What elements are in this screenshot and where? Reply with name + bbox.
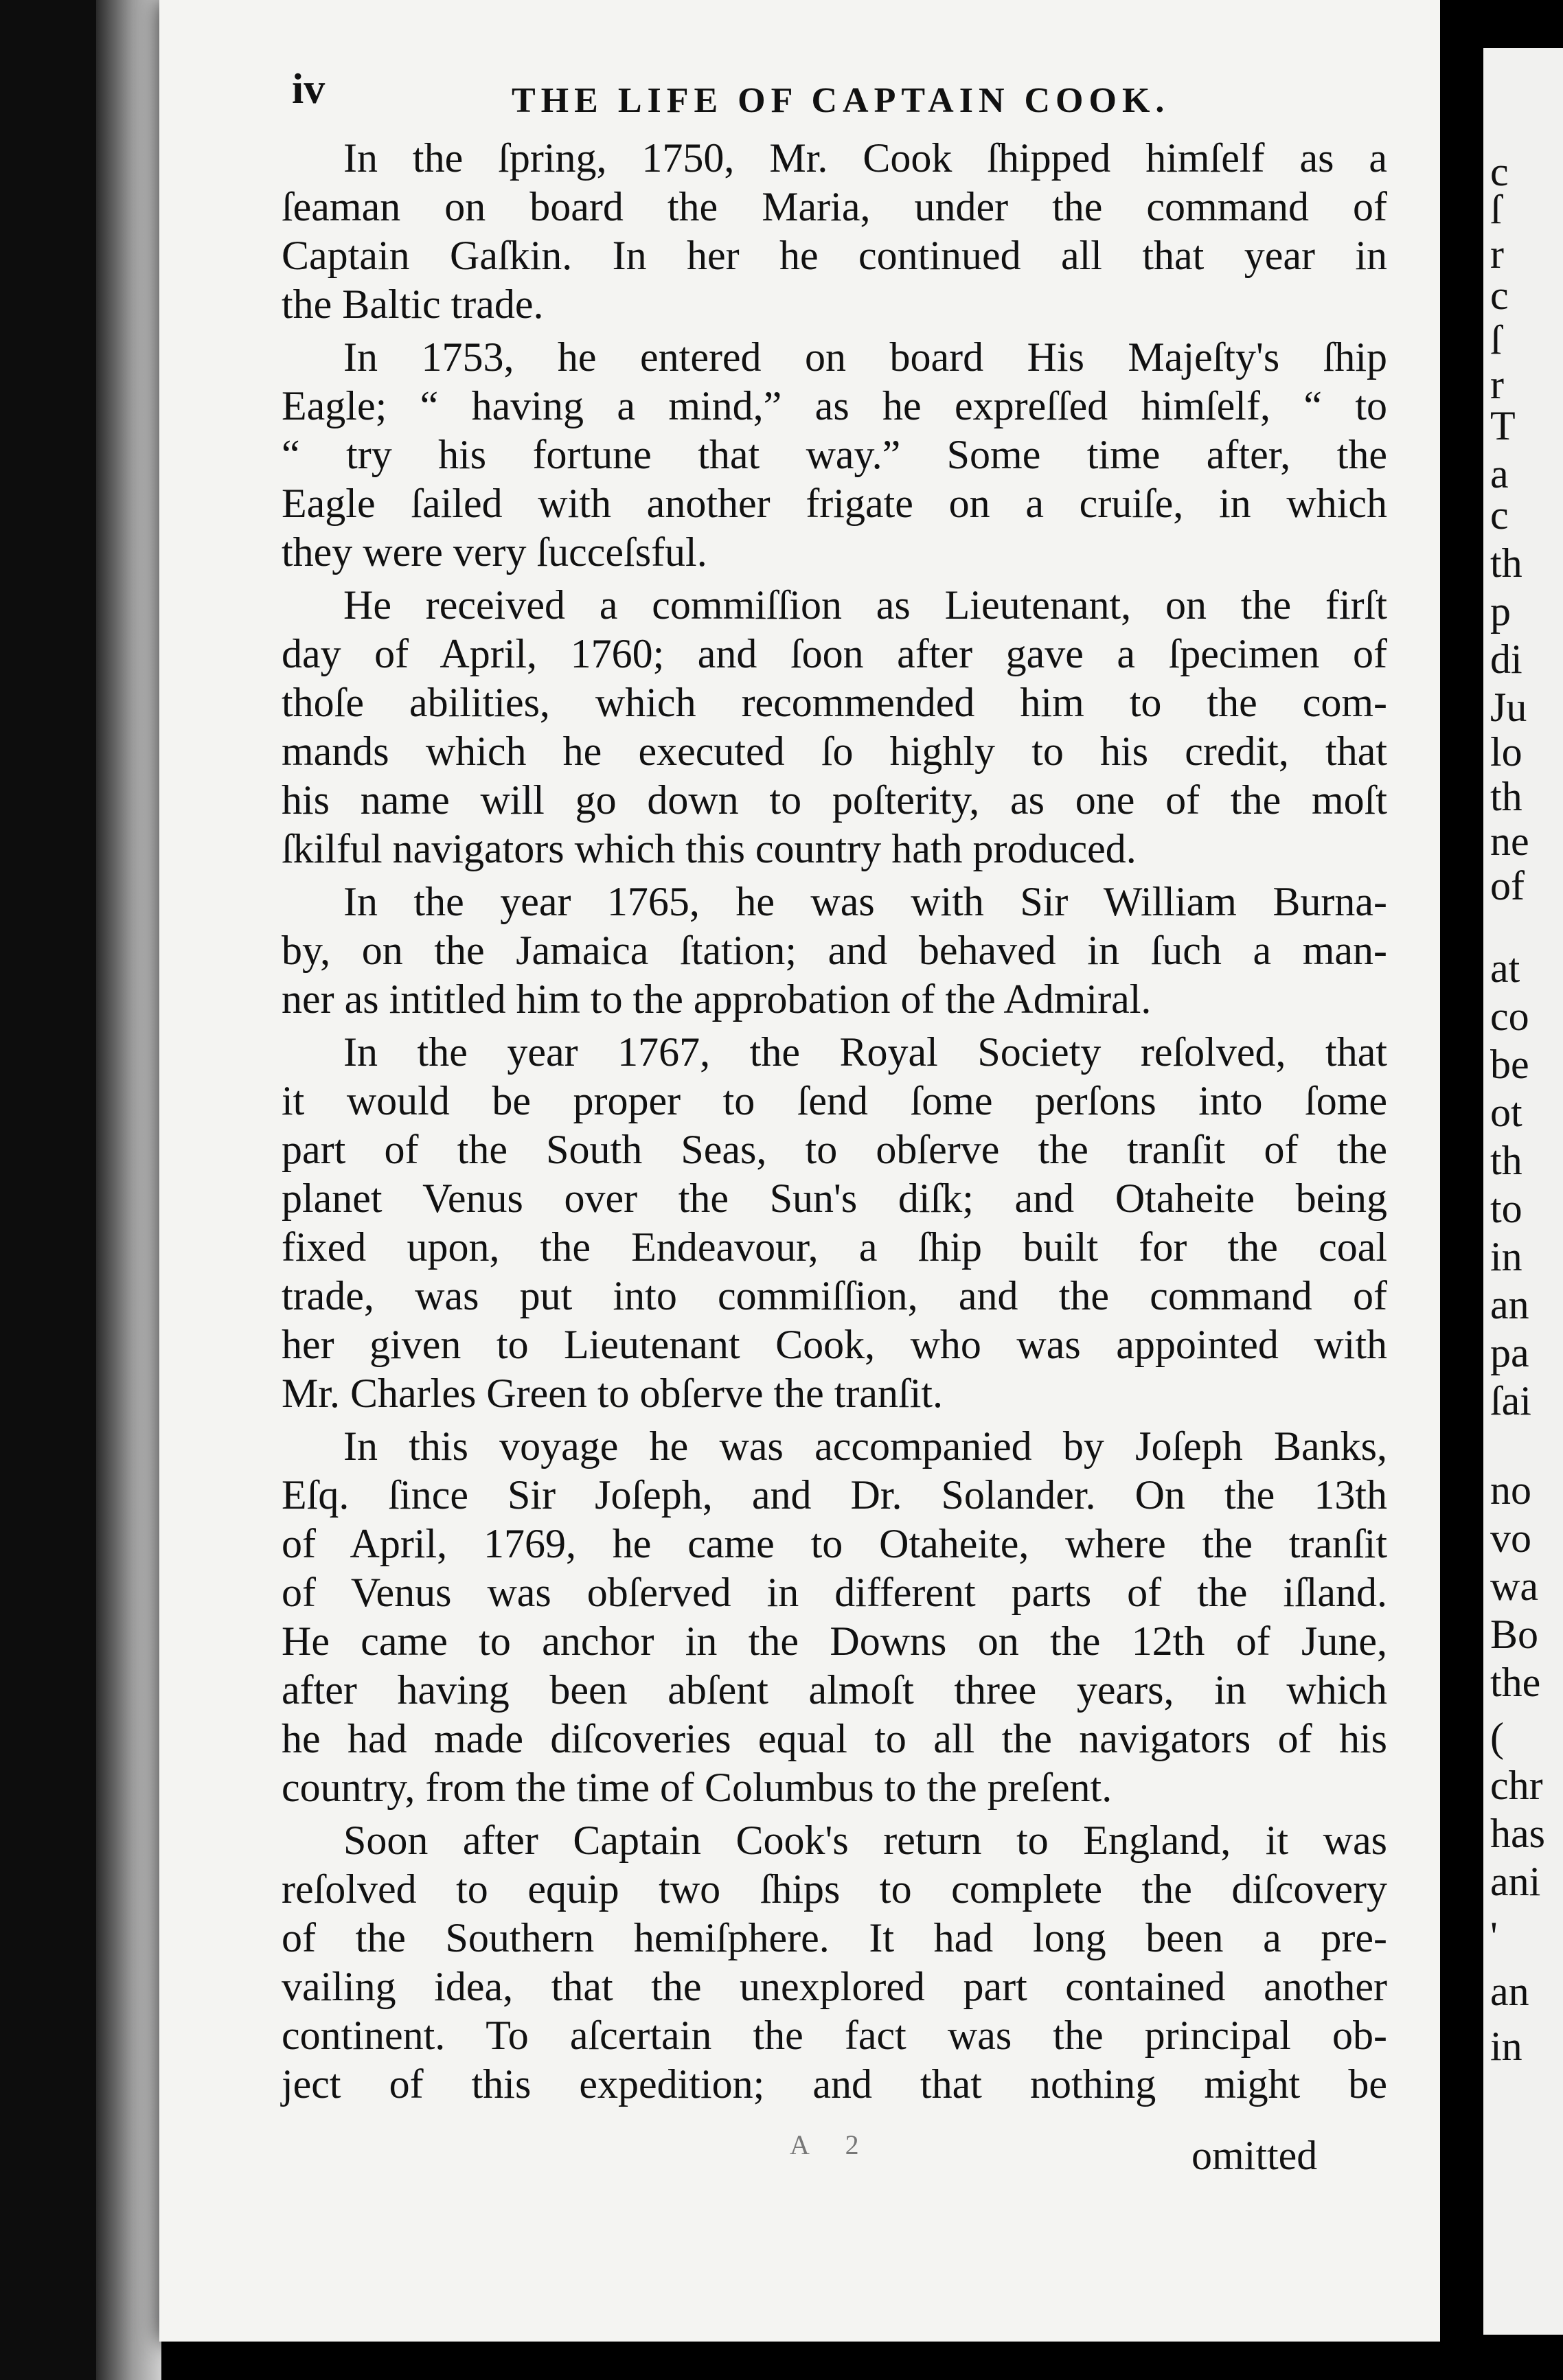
paragraph: [282, 581, 1387, 873]
facing-page-text-fragment: in: [1490, 1234, 1522, 1279]
facing-page-text-fragment: be: [1490, 1042, 1529, 1087]
facing-page-fragment: [1483, 48, 1563, 2335]
facing-page-text-fragment: at: [1490, 946, 1520, 991]
text-line: reſolved to equip two ſhips to complete the diſcovery: [282, 1866, 1387, 1912]
paragraph: [282, 333, 1387, 577]
facing-page-text-fragment: chr: [1490, 1763, 1543, 1808]
text-line: In the year 1767, the Royal Society reſolved, that: [343, 1029, 1387, 1075]
paragraph: [282, 878, 1387, 1024]
text-line: planet Venus over the Sun's diſk; and Otaheite being: [282, 1176, 1387, 1221]
facing-page-text-fragment: r: [1490, 231, 1504, 277]
text-line: after having been abſent almoſt three years, in which: [282, 1667, 1387, 1713]
facing-page-text-fragment: no: [1490, 1467, 1531, 1513]
text-line: he had made diſcoveries equal to all the navigators of his: [282, 1716, 1387, 1761]
text-line: He came to anchor in the Downs on the 12th of June,: [282, 1618, 1387, 1664]
text-line: the Baltic trade.: [282, 282, 544, 327]
facing-page-text-fragment: (: [1490, 1715, 1504, 1760]
paragraph: [282, 1422, 1387, 1812]
text-line: Soon after Captain Cook's return to England, it was: [343, 1818, 1387, 1863]
facing-page-text-fragment: th: [1490, 540, 1522, 586]
text-line: In the year 1765, he was with Sir William Burna-: [343, 879, 1387, 924]
text-line: her given to Lieutenant Cook, who was appointed with: [282, 1322, 1387, 1367]
text-line: trade, was put into commiſſion, and the command of: [282, 1273, 1387, 1318]
text-line: fixed upon, the Endeavour, a ſhip built for the coal: [282, 1224, 1387, 1270]
facing-page-text-fragment: has: [1490, 1811, 1545, 1856]
text-line: Eagle; “ having a mind,” as he expreſſed himſelf, “ to: [282, 383, 1387, 428]
text-line: of the Southern hemiſphere. It had long been a pre-: [282, 1915, 1387, 1960]
page-header: [292, 65, 1418, 141]
text-line: ner as intitled him to the approbation of the Admiral.: [282, 976, 1152, 1022]
facing-page-text-fragment: lo: [1490, 729, 1522, 775]
facing-page-text-fragment: an: [1490, 1282, 1529, 1327]
facing-page-text-fragment: Ju: [1490, 685, 1527, 730]
facing-page-text-fragment: pa: [1490, 1330, 1529, 1375]
text-line: Mr. Charles Green to obſerve the tranſit.: [282, 1371, 944, 1416]
text-line: vailing idea, that the unexplored part contained another: [282, 1964, 1387, 2009]
text-line: In 1753, he entered on board His Majeſty's ſhip: [343, 334, 1387, 380]
text-line: ſeaman on board the Maria, under the command of: [282, 184, 1387, 229]
running-head: THE LIFE OF CAPTAIN COOK.: [512, 81, 1170, 120]
text-line: part of the South Seas, to obſerve the tranſit of the: [282, 1127, 1387, 1172]
catchword: omitted: [1191, 2133, 1318, 2178]
text-line: In the ſpring, 1750, Mr. Cook ſhipped himſelf as a: [343, 135, 1387, 181]
facing-page-text-fragment: in: [1490, 2024, 1522, 2069]
paragraph: [282, 134, 1387, 329]
signature-mark: A 2: [790, 2129, 874, 2160]
facing-page-text-fragment: co: [1490, 994, 1529, 1039]
facing-page-text-fragment: vo: [1490, 1515, 1531, 1561]
facing-page-text-fragment: c: [1490, 273, 1509, 318]
facing-page-text-fragment: T: [1490, 403, 1516, 448]
facing-page-text-fragment: Bo: [1490, 1612, 1539, 1657]
body-text: [282, 134, 1387, 2109]
paragraph: [282, 1028, 1387, 1418]
facing-page-text-fragment: c: [1490, 149, 1509, 194]
facing-page-text-fragment: a: [1490, 451, 1509, 496]
facing-page-text-fragment: di: [1490, 637, 1522, 682]
facing-page-text-fragment: ne: [1490, 819, 1529, 864]
text-line: day of April, 1760; and ſoon after gave a ſpecimen of: [282, 631, 1387, 676]
facing-page-text-fragment: ſ: [1490, 187, 1502, 232]
facing-page-text-fragment: ſai: [1490, 1378, 1531, 1423]
page-number: iv: [292, 66, 326, 113]
facing-page-text-fragment: th: [1490, 774, 1522, 819]
facing-page-text-fragment: ani: [1490, 1859, 1541, 1904]
facing-page-text-fragment: ': [1490, 1914, 1498, 1959]
text-line: country, from the time of Columbus to the preſent.: [282, 1765, 1113, 1810]
text-line: He received a commiſſion as Lieutenant, on the firſt: [343, 582, 1387, 628]
scan-background-left: [0, 0, 110, 2380]
text-line: mands which he executed ſo highly to his credit, that: [282, 729, 1387, 774]
text-line: continent. To aſcertain the fact was the principal ob-: [282, 2013, 1387, 2058]
text-line: his name will go down to poſterity, as one of the moſt: [282, 777, 1387, 823]
facing-page-text-fragment: r: [1490, 362, 1504, 407]
facing-page-text-fragment: the: [1490, 1660, 1541, 1705]
text-line: it would be proper to ſend ſome perſons into ſome: [282, 1078, 1387, 1123]
text-line: of Venus was obſerved in different parts of the iſland.: [282, 1570, 1387, 1615]
paragraph: [282, 1816, 1387, 2109]
facing-page-text-fragment: th: [1490, 1138, 1522, 1183]
facing-page-text-fragment: to: [1490, 1186, 1522, 1231]
facing-page-text-fragment: c: [1490, 492, 1509, 538]
text-line: they were very ſucceſsful.: [282, 529, 707, 575]
text-line: by, on the Jamaica ſtation; and behaved in ſuch a man-: [282, 928, 1387, 973]
text-line: thoſe abilities, which recommended him to the com-: [282, 680, 1387, 725]
text-line: Eſq. ſince Sir Joſeph, and Dr. Solander. On the 13th: [282, 1472, 1387, 1518]
text-line: ſkilful navigators which this country hath produced.: [282, 826, 1137, 871]
book-binding-gutter: [96, 0, 161, 2380]
text-line: Eagle ſailed with another frigate on a cruiſe, in which: [282, 481, 1387, 526]
text-line: of April, 1769, he came to Otaheite, where the tranſit: [282, 1521, 1387, 1566]
facing-page-text-fragment: ot: [1490, 1090, 1522, 1135]
facing-page-text-fragment: of: [1490, 863, 1525, 908]
text-line: “ try his fortune that way.” Some time after, the: [282, 432, 1387, 477]
facing-page-text-fragment: an: [1490, 1969, 1529, 2014]
text-line: Captain Gaſkin. In her he continued all that year in: [282, 233, 1387, 278]
facing-page-text-fragment: wa: [1490, 1564, 1538, 1609]
text-line: In this voyage he was accompanied by Joſeph Banks,: [343, 1423, 1387, 1469]
text-line: ject of this expedition; and that nothing might be: [282, 2061, 1387, 2107]
facing-page-text-fragment: ſ: [1490, 317, 1502, 363]
facing-page-text-fragment: p: [1490, 588, 1511, 634]
